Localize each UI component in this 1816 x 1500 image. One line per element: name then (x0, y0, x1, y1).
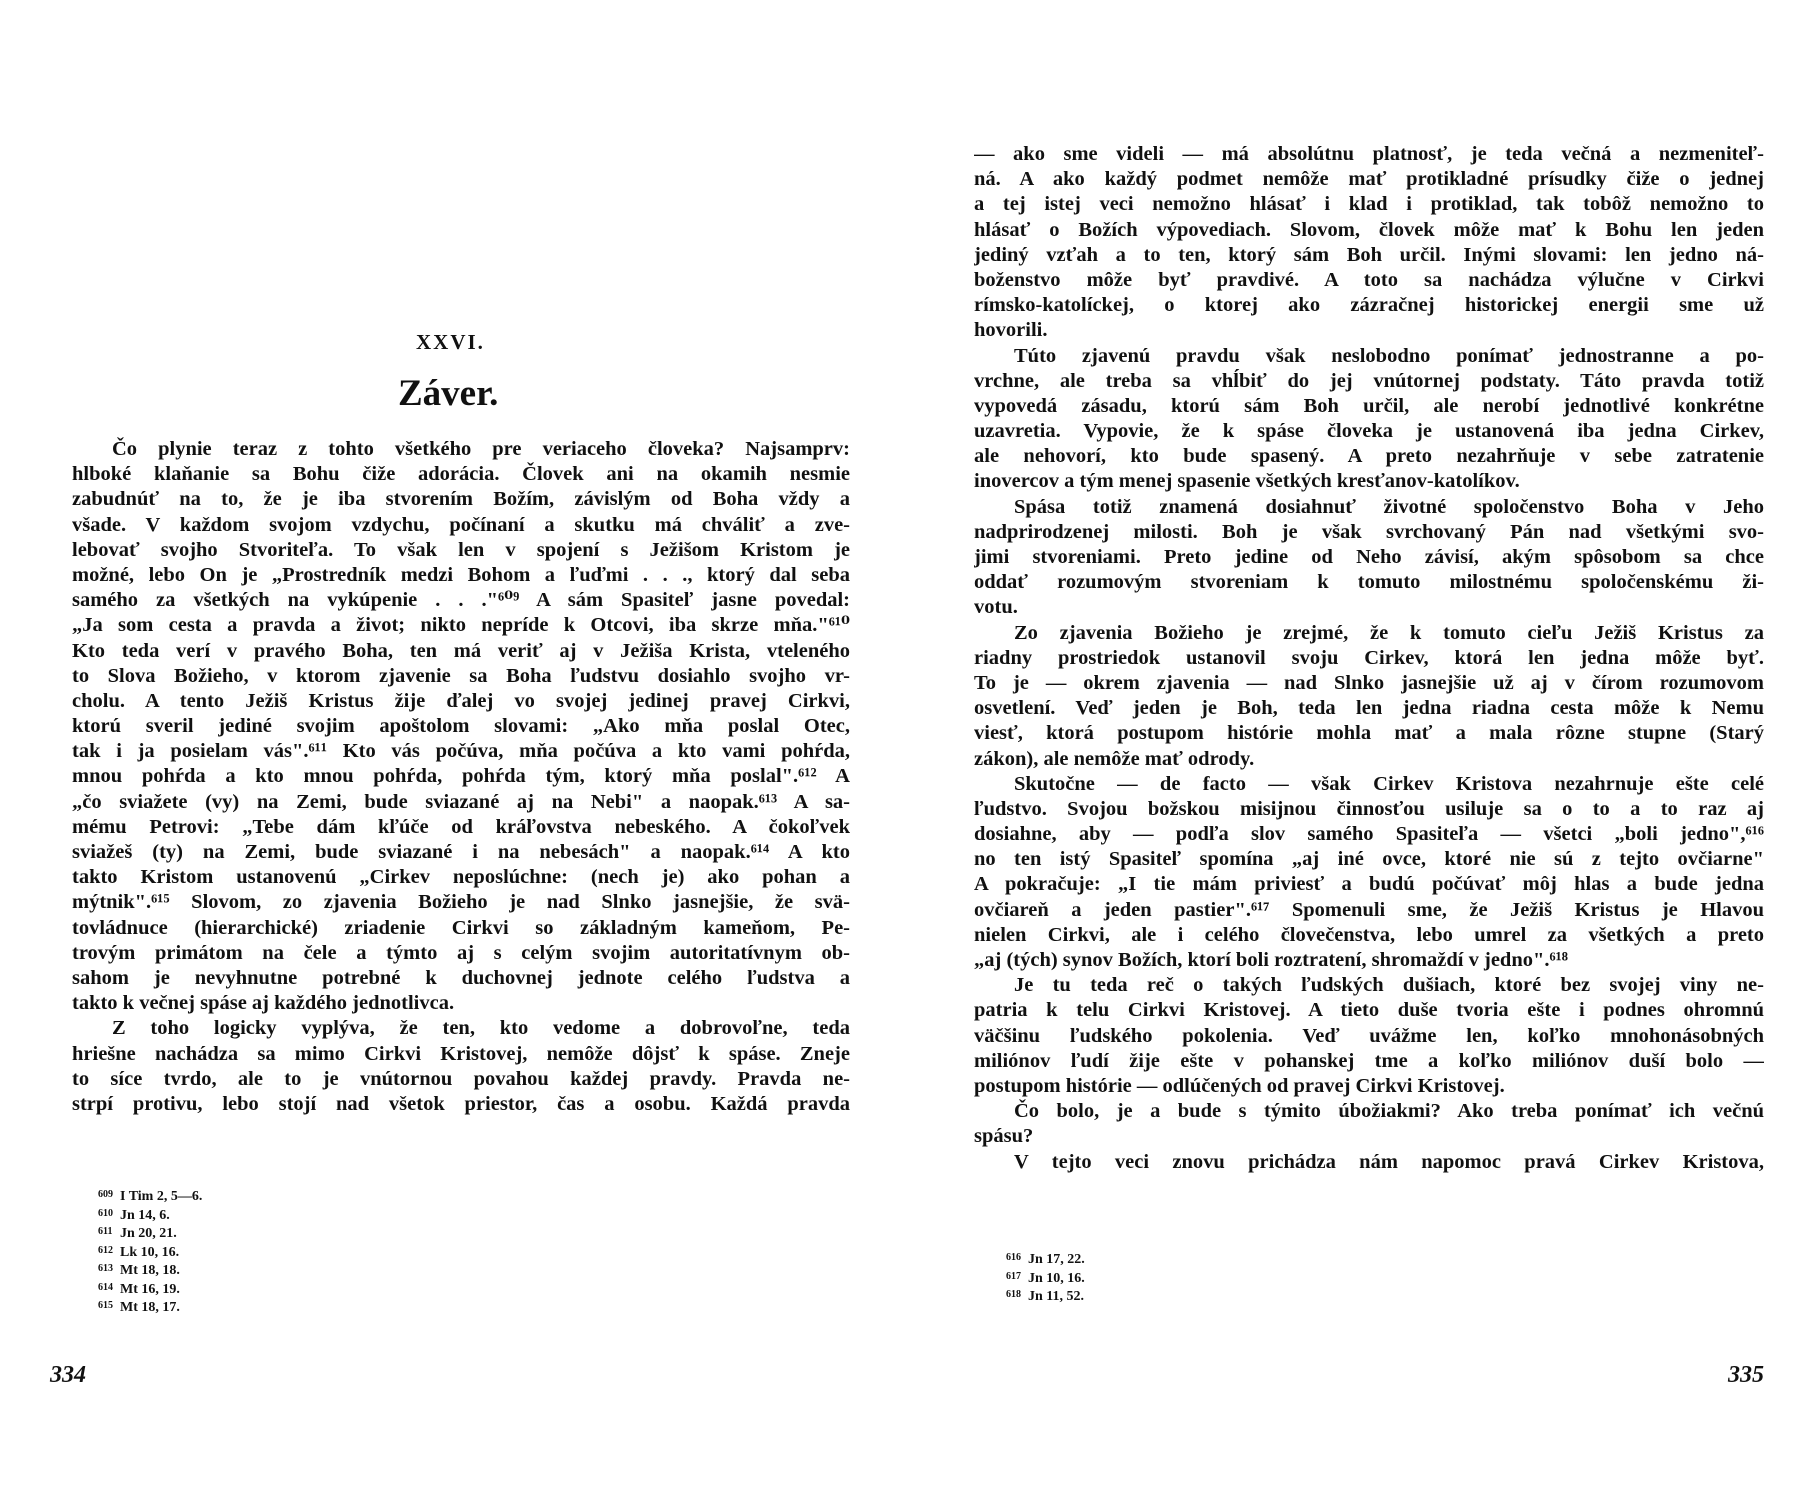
footnote-mark: 614 (98, 1281, 113, 1293)
left-footnotes (98, 1186, 202, 1316)
footnote-text: Jn 10, 16. (1028, 1270, 1085, 1286)
text-line: boženstvo môže byť pravdivé. A toto sa nachádza výlučne v Cirkvi (974, 268, 1764, 291)
footnote-text: Jn 17, 22. (1028, 1252, 1085, 1267)
text-line: ná. A ako každý podmet nemôže mať protikladné prísudky čiže o jednej (974, 168, 1764, 191)
text-line: hlboké klaňanie sa Bohu čiže adorácia. Človek ani na okamih nesmie (72, 463, 850, 486)
text-line: Kto teda verí v pravého Boha, ten má veriť aj v Ježiša Krista, vteleného (72, 639, 850, 662)
text-line: väčšinu ľudského pokolenia. Veď uvážme len, koľko mnohonásobných (974, 1024, 1764, 1047)
left-page-body (72, 437, 850, 1117)
text-line: osvetlení. Veď jeden je Boh, teda len jedna riadna cesta môže k Nemu (974, 697, 1764, 720)
text-line: Skutočne — de facto — však Cirkev Kristova nezahrnuje ešte celé (1014, 772, 1764, 795)
footnote (98, 1205, 202, 1224)
text-line: „čo sviažete (vy) na Zemi, bude sviazané aj na Nebi" a naopak.⁶¹³ A sa- (72, 790, 850, 813)
text-line: „Ja som cesta a pravda a život; nikto nepríde k Otcovi, iba skrze mňa."⁶¹⁰ (72, 614, 850, 637)
text-line: rímsko-katolíckej, o ktorej ako zázračnej historickej energii sme už (974, 294, 1764, 317)
text-line: hlásať o Božích výpovediach. Slovom, človek môže mať k Bohu len jeden (974, 218, 1764, 241)
footnote-mark: 610 (98, 1207, 113, 1219)
text-line: možné, lebo On je „Prostredník medzi Bohom a ľuďmi . . ., ktorý dal seba (72, 563, 850, 586)
text-line: votu. (974, 596, 1018, 619)
text-line: Čo plynie teraz z tohto všetkého pre veriaceho človeka? Najsamprv: (112, 438, 850, 460)
text-line: ovčiareň a jeden pastier".⁶¹⁷ Spomenuli sme, že Ježiš Kristus je Hlavou (974, 898, 1764, 921)
text-line: viesť, ktorá postupom histórie mohla mať a mala rôzne stupne (Starý (974, 722, 1764, 745)
footnote-text: Jn 20, 21. (120, 1226, 177, 1241)
text-line: To je — okrem zjavenia — nad Slnko jasnejšie už aj v čírom rozumovom (974, 671, 1764, 694)
footnote-text: Lk 10, 16. (120, 1244, 180, 1260)
chapter-number: XXVI. (416, 330, 485, 354)
page-number: 334 (50, 1362, 86, 1388)
text-line: jediný vzťah a to ten, ktorý sám Boh určil. Inými slovami: len jedno ná- (974, 243, 1764, 266)
text-line: mnou pohŕda a kto mnou pohŕda, pohŕda tým, ktorý mňa poslal".⁶¹² A (72, 765, 850, 788)
text-line: Je tu teda reč o takých ľudských dušiach, ktoré bez svojej viny ne- (1014, 974, 1764, 997)
text-line: jimi stvoreniami. Preto jedine od Neho závisí, akým spôsobom sa chce (974, 546, 1764, 568)
footnote-text: Jn 14, 6. (120, 1207, 170, 1223)
text-line: postupom histórie — odlúčených od pravej Cirkvi Kristovej. (974, 1074, 1505, 1097)
text-line: to síce tvrdo, ale to je vnútornou povahou každej pravdy. Pravda ne- (72, 1067, 850, 1090)
text-line: no ten istý Spasiteľ spomína „aj iné ovce, ktoré nie sú z tejto ovčiarne" (974, 848, 1764, 871)
text-line: mému Petrovi: „Tebe dám kľúče od kráľovstva nebeského. A čokoľvek (72, 815, 850, 838)
text-line: patria k telu Cirkvi Kristovej. A tieto duše tvoria ešte i podnes ohromnú (974, 999, 1764, 1022)
text-line: „aj (tých) synov Božích, ktorí boli roztratení, shromaždí v jedno".⁶¹⁸ (974, 949, 1568, 971)
text-line: Zo zjavenia Božieho je zrejmé, že k tomuto cieľu Ježiš Kristus za (1014, 621, 1764, 644)
chapter-title: Záver. (398, 373, 499, 414)
footnote (98, 1242, 202, 1261)
right-footnotes (1006, 1249, 1085, 1305)
text-line: hriešne nachádza sa mimo Cirkvi Kristovej, nemôže dôjsť k spáse. Zneje (72, 1042, 850, 1065)
text-line: dosiahne, aby — podľa slov samého Spasiteľa — všetci „boli jedno",⁶¹⁶ (974, 823, 1764, 846)
text-line: tovládnuce (hierarchické) zriadenie Cirkvi so základným kameňom, Pe- (72, 916, 850, 939)
text-line: a tej istej veci nemožno hlásať i klad i protiklad, tak tobôž nemožno to (974, 193, 1764, 216)
footnote-mark: 616 (1006, 1252, 1021, 1263)
footnote-text: Mt 18, 17. (120, 1300, 180, 1315)
text-line: takto k večnej spáse aj každého jednotlivca. (72, 992, 455, 1015)
footnote (1006, 1249, 1085, 1268)
footnote (98, 1297, 202, 1316)
text-line: riadny prostriedok ustanovil svoju Cirkev, ktorá len jedna môže byť. (974, 646, 1764, 669)
text-line: oddať rozumovým stvoreniam k tomuto milostnému spoločenskému ži- (974, 571, 1764, 594)
footnote (1006, 1286, 1085, 1305)
footnote (1006, 1268, 1085, 1287)
footnote (98, 1223, 202, 1242)
text-line: vypovedá zásadu, ktorú sám Boh určil, ale nerobí jednotlivé konkrétne (974, 394, 1764, 417)
text-line: V tejto veci znovu prichádza nám napomoc pravá Cirkev Kristova, (1014, 1150, 1764, 1173)
footnote-text: Jn 11, 52. (1028, 1289, 1085, 1304)
footnote (98, 1260, 202, 1279)
text-line: strpí protivu, lebo stojí nad všetok priestor, čas a osobu. Každá pravda (72, 1092, 850, 1115)
text-line: ale nehovorí, kto bude spasený. A preto nezahrňuje v sebe zatratenie (974, 445, 1764, 468)
text-line: spásu? (974, 1125, 1034, 1148)
footnote-mark: 617 (1006, 1270, 1021, 1282)
text-line: to Slova Božieho, v ktorom zjavenie sa Boha ľudstvu dosiahlo svojho vr- (72, 664, 850, 687)
text-line: Z toho logicky vyplýva, že ten, kto vedome a dobrovoľne, teda (112, 1017, 850, 1040)
footnote-mark: 611 (98, 1226, 113, 1237)
text-line: zákon), ale nemôže mať odrody. (974, 747, 1255, 770)
text-line: nadprirodzenej milosti. Boh je však svrchovaný Pán nad všetkými svo- (974, 520, 1764, 543)
text-line: inovercov a tým menej spasenie všetkých kresťanov-katolíkov. (974, 470, 1520, 493)
footnote-mark: 615 (98, 1300, 113, 1311)
footnote-mark: 609 (98, 1189, 113, 1200)
footnote (98, 1279, 202, 1298)
footnote-text: Mt 18, 18. (120, 1263, 180, 1278)
footnote-text: Mt 16, 19. (120, 1281, 180, 1297)
text-line: uzavretia. Vypovie, že k spáse človeka je ustanovená iba jedna Cirkev, (974, 420, 1764, 443)
text-line: A pokračuje: „I tie mám priviesť a budú počúvať môj hlas a bude jedna (974, 873, 1764, 896)
text-line: cholu. A tento Ježiš Kristus žije ďalej vo svojej jedinej pravej Cirkvi, (72, 689, 850, 712)
text-line: ľudstvo. Svojou božskou misijnou činnosťou usiluje sa o to a to raz aj (974, 797, 1764, 820)
footnote-mark: 618 (1006, 1289, 1021, 1300)
footnote-mark: 612 (98, 1244, 113, 1256)
text-line: Túto zjavenú pravdu však neslobodno ponímať jednostranne a po- (1014, 344, 1764, 367)
text-line: samého za všetkých na vykúpenie . . ."⁶⁰⁹ A sám Spasiteľ jasne povedal: (72, 589, 850, 612)
text-line: takto Kristom ustanovenú „Cirkev neposlúchne: (nech je) ako pohan a (72, 866, 850, 889)
footnote-mark: 613 (98, 1263, 113, 1274)
footnote (98, 1186, 202, 1205)
text-line: mýtnik".⁶¹⁵ Slovom, zo zjavenia Božieho je nad Slnko jasnejšie, že svä- (72, 891, 850, 914)
text-line: Spása totiž znamená dosiahnuť životné spoločenstvo Boha v Jeho (1014, 495, 1764, 518)
text-line: trovým primátom na čele a týmto aj s celým svojim autoritatívnym ob- (72, 941, 850, 964)
text-line: zabudnúť na to, že je iba stvorením Božím, závislým od Boha vždy a (72, 488, 850, 511)
text-line: tak i ja posielam vás".⁶¹¹ Kto vás počúva, mňa počúva a kto vami pohŕda, (72, 740, 850, 763)
text-line: nielen Cirkvi, ale i celého človečenstva, lebo umrel za všetkých a preto (974, 923, 1764, 946)
text-line: hovorili. (974, 319, 1048, 342)
right-page (908, 0, 1816, 1500)
text-line: ktorú sveril jediné svojim apoštolom slovami: „Ako mňa poslal Otec, (72, 715, 850, 738)
text-line: lebovať svojho Stvoriteľa. To však len v spojení s Ježišom Kristom je (72, 538, 850, 561)
text-line: — ako sme videli — má absolútnu platnosť, je teda večná a nezmeniteľ- (974, 143, 1764, 165)
text-line: vrchne, ale treba sa vhĺbiť do jej vnútornej podstaty. Táto pravda totiž (974, 369, 1764, 392)
text-line: miliónov ľudí žije ešte v pohanskej tme a koľko miliónov duší bolo — (974, 1049, 1764, 1072)
text-line: sahom je nevyhnutne potrebné k duchovnej jednote celého ľudstva a (72, 966, 850, 989)
text-line: Čo bolo, je a bude s týmito úbožiakmi? Ako treba ponímať ich večnú (1014, 1100, 1764, 1123)
right-page-body (974, 142, 1764, 1175)
text-line: všade. V každom svojom vzdychu, počínaní a skutku má chváliť a zve- (72, 513, 850, 536)
page-number: 335 (1728, 1362, 1764, 1388)
text-line: sviažeš (ty) na Zemi, bude sviazané i na nebesách" a naopak.⁶¹⁴ A kto (72, 841, 850, 863)
footnote-text: I Tim 2, 5—6. (120, 1189, 203, 1204)
